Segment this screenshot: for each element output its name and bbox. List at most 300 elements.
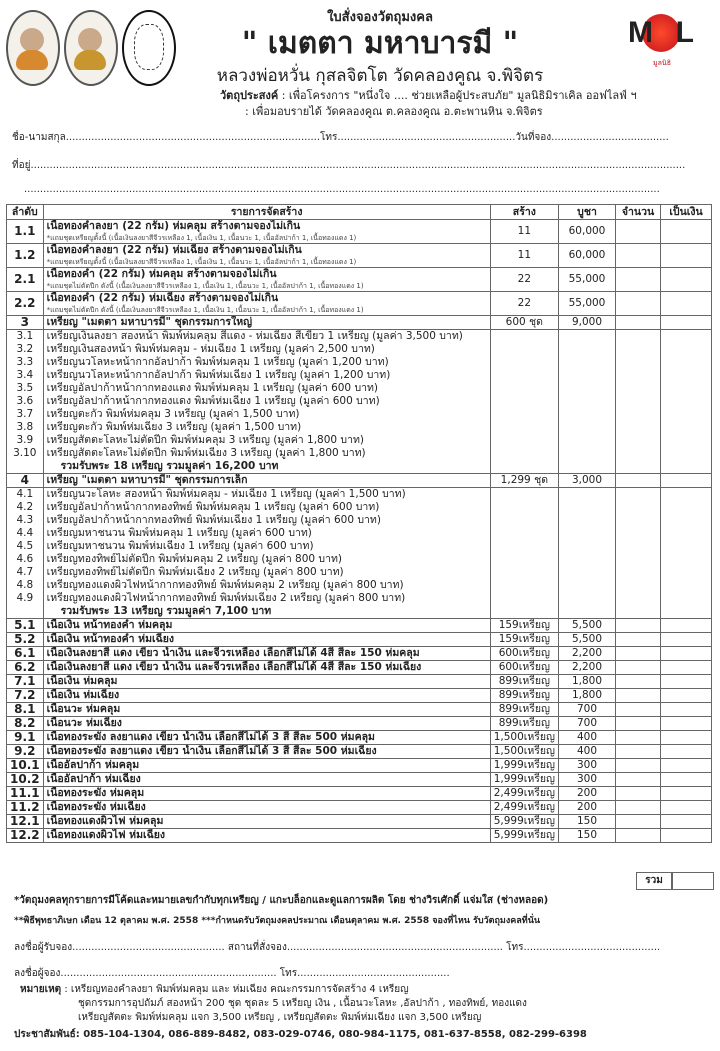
item-description <box>43 675 490 689</box>
amount-field[interactable] <box>661 447 712 460</box>
price <box>559 356 616 369</box>
row-number: 5.2 <box>7 633 44 647</box>
item-name: เหรียญนวโลหะหน้ากากอัลปาก้า พิมพ์ห่มเฉียง 1 เหรียญ (มูลค่า 1,200 บาท) <box>46 369 391 381</box>
price <box>559 343 616 356</box>
built-quantity <box>490 434 558 447</box>
table-row <box>7 647 712 661</box>
built-quantity <box>490 553 558 566</box>
quantity-field[interactable] <box>616 343 661 356</box>
price: 55,000 <box>559 268 616 292</box>
item-description <box>43 647 490 661</box>
built-quantity: 11 <box>490 220 558 244</box>
item-description <box>43 703 490 717</box>
item-note: *แถมชุดไม่ตัดปีก ดังนี้ (เนื้อเงินลงยาสีจีวรเหลือง 1, เนื้อเงิน 1, เนื้อนวะ 1, เนื้ออัลปาก้า 1, เนื้อทองแดง 1) <box>46 306 364 314</box>
row-number: 7.1 <box>7 675 44 689</box>
built-quantity <box>490 540 558 553</box>
amount-field[interactable] <box>661 501 712 514</box>
quantity-field[interactable] <box>616 731 661 745</box>
quantity-field[interactable] <box>616 434 661 447</box>
quantity-field[interactable] <box>616 605 661 619</box>
item-description <box>43 633 490 647</box>
item-description <box>43 356 490 369</box>
amount-field[interactable] <box>661 292 712 316</box>
column-header: รายการจัดสร้าง <box>43 205 490 220</box>
row-number: 3.10 <box>7 447 44 460</box>
table-row <box>7 316 712 330</box>
table-row <box>7 474 712 488</box>
item-name: เนื้อเงินลงยาสี แดง เขียว น้ำเงิน และจีวรเหลือง เลือกสีไม่ได้ 4สี สีละ 150 ห่มคลุม <box>46 647 420 659</box>
row-number: 4.3 <box>7 514 44 527</box>
item-name: เนื้อทองคำ (22 กรัม) ห่มคลุม สร้างตามจองไม่เกิน <box>46 268 277 280</box>
table-row <box>7 434 712 447</box>
item-name: เนื้อทองระฆัง ห่มเฉียง <box>46 801 146 813</box>
price <box>559 579 616 592</box>
name-phone-date-field[interactable]: ชื่อ-นามสกุล................................................................................โทร........................................................วันที่จอง..................................... <box>12 132 669 143</box>
built-quantity: 5,999เหรียญ <box>490 829 558 843</box>
table-row <box>7 553 712 566</box>
built-quantity: 2,499เหรียญ <box>490 801 558 815</box>
quantity-field[interactable] <box>616 460 661 474</box>
price <box>559 488 616 502</box>
built-quantity <box>490 460 558 474</box>
item-description <box>43 220 490 244</box>
amount-field[interactable] <box>661 633 712 647</box>
quantity-field[interactable] <box>616 773 661 787</box>
row-number: 2.2 <box>7 292 44 316</box>
table-row <box>7 745 712 759</box>
row-number: 12.1 <box>7 815 44 829</box>
built-quantity <box>490 421 558 434</box>
table-row <box>7 356 712 369</box>
price <box>559 605 616 619</box>
item-description <box>43 717 490 731</box>
quantity-field[interactable] <box>616 382 661 395</box>
item-name: เหรียญสัตตะโลหะไม่ตัดปีก พิมพ์ห่มคลุม 3 เหรียญ (มูลค่า 1,800 บาท) <box>46 434 364 446</box>
price <box>559 447 616 460</box>
item-name: เหรียญนวโลหะหน้ากากอัลปาก้า พิมพ์ห่มคลุม 1 เหรียญ (มูลค่า 1,200 บาท) <box>46 356 389 368</box>
amount-field[interactable] <box>661 787 712 801</box>
row-number: 3.5 <box>7 382 44 395</box>
item-name: เนื้อเงิน ห่มเฉียง <box>46 689 120 701</box>
quantity-field[interactable] <box>616 356 661 369</box>
quantity-field[interactable] <box>616 717 661 731</box>
built-quantity <box>490 566 558 579</box>
price: 200 <box>559 801 616 815</box>
amount-field[interactable] <box>661 689 712 703</box>
amount-field[interactable] <box>661 408 712 421</box>
built-quantity: 5,999เหรียญ <box>490 815 558 829</box>
amount-field[interactable] <box>661 316 712 330</box>
price: 1,800 <box>559 689 616 703</box>
item-description <box>43 745 490 759</box>
price: 5,500 <box>559 619 616 633</box>
price <box>559 514 616 527</box>
price: 60,000 <box>559 244 616 268</box>
built-quantity <box>490 527 558 540</box>
item-description <box>43 488 490 502</box>
row-number: 3.1 <box>7 330 44 344</box>
quantity-field[interactable] <box>616 815 661 829</box>
quantity-field[interactable] <box>616 619 661 633</box>
row-number: 8.1 <box>7 703 44 717</box>
row-number: 9.1 <box>7 731 44 745</box>
price: 200 <box>559 787 616 801</box>
quantity-field[interactable] <box>616 488 661 502</box>
item-description <box>43 434 490 447</box>
price: 60,000 <box>559 220 616 244</box>
column-header: จำนวน <box>616 205 661 220</box>
row-number: 9.2 <box>7 745 44 759</box>
price: 300 <box>559 773 616 787</box>
quantity-field[interactable] <box>616 661 661 675</box>
footer-note-2: **พิธีพุทธาภิเษก เดือน 12 ตุลาคม พ.ศ. 2558 ***กำหนดรับวัตถุมงคลประมาณ เดือนตุลาคม พ.ศ. 2558 จองที่ไหน รับวัตถุมงคลที่นั่น <box>14 916 541 926</box>
built-quantity <box>490 343 558 356</box>
built-quantity: 899เหรียญ <box>490 703 558 717</box>
table-row <box>7 717 712 731</box>
table-row <box>7 633 712 647</box>
quantity-field[interactable] <box>616 369 661 382</box>
table-row <box>7 369 712 382</box>
item-name: เหรียญสัตตะโลหะไม่ตัดปีก พิมพ์ห่มเฉียง 3 เหรียญ (มูลค่า 1,800 บาท) <box>46 447 366 459</box>
price: 1,800 <box>559 675 616 689</box>
built-quantity: 899เหรียญ <box>490 675 558 689</box>
item-name: เนื้อนวะ ห่มเฉียง <box>46 717 122 729</box>
amount-field[interactable] <box>661 488 712 502</box>
amount-field[interactable] <box>661 579 712 592</box>
quantity-field[interactable] <box>616 553 661 566</box>
total-amount-field[interactable] <box>672 872 714 890</box>
amount-field[interactable] <box>661 382 712 395</box>
item-name: เนื้อเงิน ห่มคลุม <box>46 675 118 687</box>
quantity-field[interactable] <box>616 268 661 292</box>
row-number: 4.6 <box>7 553 44 566</box>
table-row <box>7 605 712 619</box>
price <box>559 566 616 579</box>
amount-field[interactable] <box>661 527 712 540</box>
amount-field[interactable] <box>661 731 712 745</box>
item-note: *แถมชุดเหรียญตั้งนี้ (เนื้อเงินลงยาสีจีวรเหลือง 1, เนื้อเงิน 1, เนื้อนวะ 1, เนื้ออัลปาก้า 1, เนื้อทองแดง 1) <box>46 234 357 242</box>
item-description <box>43 553 490 566</box>
item-name: เหรียญอัลปาก้าหน้ากากทองแดง พิมพ์ห่มเฉียง 1 เหรียญ (มูลค่า 600 บาท) <box>46 395 380 407</box>
row-number <box>7 605 44 619</box>
built-quantity: 1,500เหรียญ <box>490 745 558 759</box>
form-subtitle: ใบสั่งจองวัตถุมงคล <box>327 10 433 25</box>
amount-field[interactable] <box>661 675 712 689</box>
built-quantity <box>490 382 558 395</box>
row-number: 2.1 <box>7 268 44 292</box>
remark-label: หมายเหตุ <box>20 984 62 995</box>
item-name: เหรียญทองแดงผิวไฟหน้ากากทองทิพย์ พิมพ์ห่มคลุม 2 เหรียญ (มูลค่า 800 บาท) <box>46 579 404 591</box>
amount-field[interactable] <box>661 421 712 434</box>
medal-back-image <box>122 10 176 86</box>
item-description <box>43 244 490 268</box>
quantity-field[interactable] <box>616 447 661 460</box>
row-number: 7.2 <box>7 689 44 703</box>
built-quantity <box>490 488 558 502</box>
item-description <box>43 382 490 395</box>
amount-field[interactable] <box>661 605 712 619</box>
row-number: 3.6 <box>7 395 44 408</box>
amount-field[interactable] <box>661 815 712 829</box>
page-title: " เมตตา มหาบารมี " <box>241 26 519 61</box>
quantity-field[interactable] <box>616 703 661 717</box>
quantity-field[interactable] <box>616 647 661 661</box>
item-description <box>43 592 490 605</box>
table-row <box>7 540 712 553</box>
quantity-field[interactable] <box>616 421 661 434</box>
table-row <box>7 689 712 703</box>
quantity-field[interactable] <box>616 474 661 488</box>
amount-field[interactable] <box>661 647 712 661</box>
quantity-field[interactable] <box>616 292 661 316</box>
table-row <box>7 619 712 633</box>
item-name: เนื้อเงิน หน้าทองคำ ห่มเฉียง <box>46 633 175 645</box>
table-row <box>7 395 712 408</box>
built-quantity: 22 <box>490 292 558 316</box>
item-name: เหรียญอัลปาก้าหน้ากากทองทิพย์ พิมพ์ห่มเฉียง 1 เหรียญ (มูลค่า 600 บาท) <box>46 514 381 526</box>
amount-field[interactable] <box>661 661 712 675</box>
table-row <box>7 501 712 514</box>
table-row <box>7 829 712 843</box>
item-name: เหรียญเงินลงยา สองหน้า พิมพ์ห่มคลุม สีแดง - ห่มเฉียง สีเขียว 1 เหรียญ (มูลค่า 3,500 บาท) <box>46 330 463 342</box>
amount-field[interactable] <box>661 745 712 759</box>
price: 400 <box>559 731 616 745</box>
amount-field[interactable] <box>661 343 712 356</box>
table-header <box>7 205 712 220</box>
table-row <box>7 527 712 540</box>
item-name: เหรียญมหาชนวน พิมพ์ห่มคลุม 1 เหรียญ (มูลค่า 600 บาท) <box>46 527 312 539</box>
quantity-field[interactable] <box>616 787 661 801</box>
table-row <box>7 731 712 745</box>
amount-field[interactable] <box>661 220 712 244</box>
table-row <box>7 801 712 815</box>
price: 700 <box>559 703 616 717</box>
amount-field[interactable] <box>661 395 712 408</box>
quantity-field[interactable] <box>616 745 661 759</box>
quantity-field[interactable] <box>616 592 661 605</box>
table-row <box>7 447 712 460</box>
item-description <box>43 268 490 292</box>
column-header: เป็นเงิน <box>661 205 712 220</box>
quantity-field[interactable] <box>616 540 661 553</box>
amount-field[interactable] <box>661 330 712 344</box>
item-description <box>43 801 490 815</box>
quantity-field[interactable] <box>616 501 661 514</box>
table-row <box>7 220 712 244</box>
row-number: 3.9 <box>7 434 44 447</box>
table-row <box>7 343 712 356</box>
quantity-field[interactable] <box>616 330 661 344</box>
price <box>559 501 616 514</box>
item-description <box>43 292 490 316</box>
quantity-field[interactable] <box>616 244 661 268</box>
table-row <box>7 675 712 689</box>
built-quantity <box>490 579 558 592</box>
table-row <box>7 815 712 829</box>
price: 400 <box>559 745 616 759</box>
item-name: เหรียญทองทิพย์ไม่ตัดปีก พิมพ์ห่มเฉียง 2 เหรียญ (มูลค่า 800 บาท) <box>46 566 344 578</box>
row-number: 11.2 <box>7 801 44 815</box>
quantity-field[interactable] <box>616 633 661 647</box>
table-row <box>7 460 712 474</box>
item-name: เนื้อทองแดงผิวไฟ ห่มคลุม <box>46 815 164 827</box>
built-quantity: 159เหรียญ <box>490 633 558 647</box>
quantity-field[interactable] <box>616 566 661 579</box>
amount-field[interactable] <box>661 474 712 488</box>
item-name: เนื้อทองระฆัง ลงยาแดง เขียว น้ำเงิน เลือกสีไม่ได้ 3 สี สีละ 500 ห่มคลุม <box>46 731 375 743</box>
quantity-field[interactable] <box>616 220 661 244</box>
amount-field[interactable] <box>661 773 712 787</box>
item-name: เนื้อทองระฆัง ลงยาแดง เขียว น้ำเงิน เลือกสีไม่ได้ 3 สี สีละ 500 ห่มเฉียง <box>46 745 377 757</box>
mol-logo: M L มูลนิธิ <box>628 16 696 67</box>
row-number: 4.1 <box>7 488 44 502</box>
remark-1 <box>20 982 409 997</box>
quantity-field[interactable] <box>616 395 661 408</box>
item-name: รวมรับพระ 13 เหรียญ รวมมูลค่า 7,100 บาท <box>60 605 272 617</box>
table-row <box>7 661 712 675</box>
amount-field[interactable] <box>661 244 712 268</box>
row-number: 1.2 <box>7 244 44 268</box>
item-name: เนื้อทองคำลงยา (22 กรัม) ห่มเฉียง สร้างตามจองไม่เกิน <box>46 244 302 256</box>
item-description <box>43 773 490 787</box>
quantity-field[interactable] <box>616 689 661 703</box>
built-quantity: 22 <box>490 268 558 292</box>
table-row <box>7 292 712 316</box>
amount-field[interactable] <box>661 514 712 527</box>
row-number: 1.1 <box>7 220 44 244</box>
built-quantity: 159เหรียญ <box>490 619 558 633</box>
table-row <box>7 421 712 434</box>
built-quantity <box>490 447 558 460</box>
item-name: เหรียญ "เมตตา มหาบารมี" ชุดกรรมการเล็ก <box>46 474 248 486</box>
receiver-signature-field[interactable]: ลงชื่อผู้รับจอง................................................ สถานที่สั่งจอง.................................................................... โทร........................................... <box>14 942 661 953</box>
table-row <box>7 408 712 421</box>
row-number: 5.1 <box>7 619 44 633</box>
booker-signature-field[interactable]: ลงชื่อผู้จอง.................................................................... โทร................................................ <box>14 968 450 979</box>
price <box>559 460 616 474</box>
table-row <box>7 514 712 527</box>
item-description <box>43 566 490 579</box>
quantity-field[interactable] <box>616 829 661 843</box>
price: 150 <box>559 815 616 829</box>
row-number: 10.1 <box>7 759 44 773</box>
amount-field[interactable] <box>661 434 712 447</box>
item-description <box>43 787 490 801</box>
table-row <box>7 703 712 717</box>
monk-name: หลวงพ่อหวั่น กุสลจิตโต วัดคลองคูณ จ.พิจิตร <box>216 66 544 86</box>
quantity-field[interactable] <box>616 514 661 527</box>
price <box>559 421 616 434</box>
address-field-line-2[interactable]: ........................................................................................................................................................................................................ <box>24 184 660 195</box>
quantity-field[interactable] <box>616 408 661 421</box>
medal-front-image <box>6 10 60 86</box>
amount-field[interactable] <box>661 717 712 731</box>
amount-field[interactable] <box>661 268 712 292</box>
amount-field[interactable] <box>661 369 712 382</box>
amount-field[interactable] <box>661 460 712 474</box>
quantity-field[interactable] <box>616 527 661 540</box>
item-description <box>43 316 490 330</box>
item-note: *แถมชุดไม่ตัดปีก ดังนี้ (เนื้อเงินลงยาสีจีวรเหลือง 1, เนื้อเงิน 1, เนื้อนวะ 1, เนื้ออัลปาก้า 1, เนื้อทองแดง 1) <box>46 282 364 290</box>
quantity-field[interactable] <box>616 759 661 773</box>
built-quantity: 1,299 ชุด <box>490 474 558 488</box>
amount-field[interactable] <box>661 619 712 633</box>
price: 150 <box>559 829 616 843</box>
amount-field[interactable] <box>661 540 712 553</box>
item-name: เหรียญเงินสองหน้า พิมพ์ห่มคลุม - ห่มเฉียง 1 เหรียญ (มูลค่า 2,500 บาท) <box>46 343 375 355</box>
built-quantity <box>490 501 558 514</box>
amount-field[interactable] <box>661 592 712 605</box>
amount-field[interactable] <box>661 829 712 843</box>
item-name: เนื้อทองระฆัง ห่มคลุม <box>46 787 145 799</box>
price: 2,200 <box>559 647 616 661</box>
price: 700 <box>559 717 616 731</box>
amount-field[interactable] <box>661 553 712 566</box>
total-row <box>636 872 714 890</box>
remark-text-1: : เหรียญทองคำลงยา พิมพ์ห่มคลุม และ ห่มเฉียง คณะกรรมการจัดสร้าง 4 เหรียญ <box>61 984 409 995</box>
item-description <box>43 460 490 474</box>
quantity-field[interactable] <box>616 316 661 330</box>
built-quantity <box>490 369 558 382</box>
item-name: เหรียญอัลปาก้าหน้ากากทองแดง พิมพ์ห่มคลุม 1 เหรียญ (มูลค่า 600 บาท) <box>46 382 379 394</box>
row-number: 6.2 <box>7 661 44 675</box>
quantity-field[interactable] <box>616 675 661 689</box>
table-row <box>7 566 712 579</box>
built-quantity <box>490 605 558 619</box>
amount-field[interactable] <box>661 759 712 773</box>
built-quantity <box>490 356 558 369</box>
item-description <box>43 759 490 773</box>
built-quantity: 11 <box>490 244 558 268</box>
table-row <box>7 268 712 292</box>
row-number: 4.9 <box>7 592 44 605</box>
built-quantity: 1,999เหรียญ <box>490 759 558 773</box>
row-number: 3 <box>7 316 44 330</box>
row-number: 11.1 <box>7 787 44 801</box>
amount-field[interactable] <box>661 703 712 717</box>
item-name: เหรียญอัลปาก้าหน้ากากทองทิพย์ พิมพ์ห่มคลุม 1 เหรียญ (มูลค่า 600 บาท) <box>46 501 380 513</box>
price <box>559 592 616 605</box>
item-name: เหรียญตะกั่ว พิมพ์ห่มคลุม 3 เหรียญ (มูลค่า 1,500 บาท) <box>46 408 300 420</box>
amount-field[interactable] <box>661 801 712 815</box>
row-number: 4 <box>7 474 44 488</box>
purpose-text-1: : เพื่อโครงการ "หนึ่งใจ .... ช่วยเหลือผู้ประสบภัย" มูลนิธิมิราเคิล ออฟไลฟ์ ฯ <box>278 89 637 102</box>
table-row <box>7 330 712 344</box>
amount-field[interactable] <box>661 356 712 369</box>
table-row <box>7 787 712 801</box>
item-name: เหรียญมหาชนวน พิมพ์ห่มเฉียง 1 เหรียญ (มูลค่า 600 บาท) <box>46 540 314 552</box>
price: 3,000 <box>559 474 616 488</box>
item-note: *แถมชุดเหรียญตั้งนี้ (เนื้อเงินลงยาสีจีวรเหลือง 1, เนื้อเงิน 1, เนื้อนวะ 1, เนื้ออัลปาก้า 1, เนื้อทองแดง 1) <box>46 258 357 266</box>
row-number: 6.1 <box>7 647 44 661</box>
price <box>559 434 616 447</box>
item-name: เนื้ออัลปาก้า ห่มคลุม <box>46 759 140 771</box>
address-field[interactable]: ที่อยู่.............................................................................................................................................................................................................. <box>12 160 686 171</box>
quantity-field[interactable] <box>616 801 661 815</box>
row-number: 3.2 <box>7 343 44 356</box>
item-description <box>43 501 490 514</box>
order-table <box>6 204 712 843</box>
item-name: เนื้อทองแดงผิวไฟ ห่มเฉียง <box>46 829 166 841</box>
item-description <box>43 689 490 703</box>
table-row <box>7 488 712 502</box>
amount-field[interactable] <box>661 566 712 579</box>
quantity-field[interactable] <box>616 579 661 592</box>
item-description <box>43 731 490 745</box>
built-quantity <box>490 514 558 527</box>
price <box>559 395 616 408</box>
row-number: 4.5 <box>7 540 44 553</box>
